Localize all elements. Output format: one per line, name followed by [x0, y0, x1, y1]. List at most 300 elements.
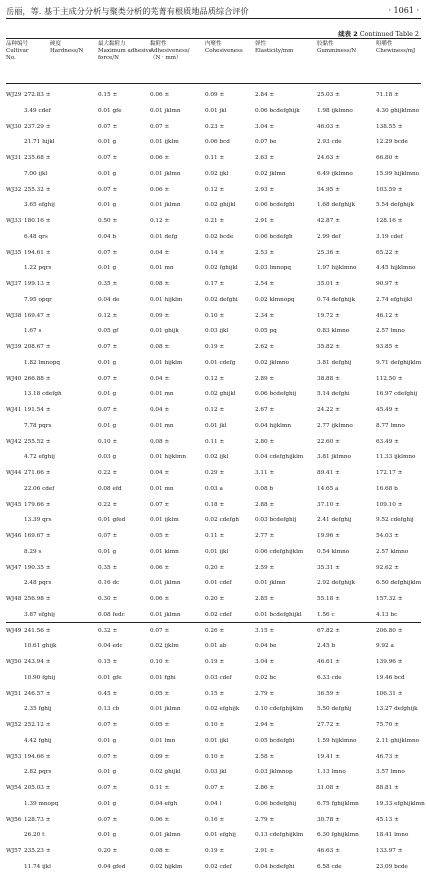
table-cell: 6.48 qrs — [24, 233, 48, 240]
table-cell: 2.92 defghijk — [317, 580, 355, 587]
table-cell: 1.82 lmnopq — [24, 359, 61, 366]
table-cell: 2.11 ghijklmno — [376, 737, 420, 744]
table-cell: 3.49 cdef — [24, 107, 51, 114]
table-cell: 2.58 ± — [255, 753, 275, 760]
col-header-adhesiveness: 黏附性 Adhesiveness/ （N · mm） — [150, 41, 190, 61]
table-cell: 0.13 cdefghijklm — [255, 832, 304, 839]
table-cell: 0.09 ± — [150, 753, 170, 760]
table-cell: 241.56 ± — [24, 627, 51, 634]
table-cell: 0.03 lmnopq — [255, 265, 292, 272]
table-row — [6, 844, 421, 860]
table-cell: 0.07 ± — [98, 407, 118, 413]
table-cell: 235.23 ± — [24, 848, 51, 854]
table-row — [6, 435, 421, 451]
table-cell: WJ51 — [6, 690, 22, 697]
table-cell: 2.77 ijklmno — [317, 422, 353, 429]
table-cell: 46.61 ± — [317, 659, 340, 665]
table-cell: 0.35 ± — [98, 564, 118, 571]
table-cell: 0.02 klmnopq — [255, 296, 295, 303]
table-cell: 0.07 be — [255, 139, 277, 146]
table-cell: 0.01 mn — [150, 422, 174, 429]
table-cell: 0.03 ijkl — [205, 328, 229, 335]
table-cell: 0.01 jklmn — [150, 580, 181, 587]
table-cell: 0.01 hijklm — [150, 359, 183, 366]
table-cell: 0.11 ± — [205, 438, 225, 445]
table-cell: 3.57 lmno — [376, 769, 405, 776]
table-cell: 205.03 ± — [24, 785, 51, 791]
table-cell: 46.03 ± — [317, 123, 340, 130]
table-cell: 2.63 ± — [255, 155, 275, 161]
page-header — [6, 4, 421, 19]
table-cell: 4.42 fghij — [24, 737, 52, 744]
table-cell: WJ57 — [6, 848, 22, 854]
table-cell: 0.07 ± — [98, 533, 118, 539]
table-cell: 18.41 lmno — [376, 832, 409, 839]
table-row — [6, 545, 421, 561]
table-cell: 0.06 bcdefghij — [255, 800, 297, 807]
table-cell: 0.05 gf — [98, 328, 119, 335]
table-row — [6, 671, 421, 687]
table-cell: 0.01 mn — [150, 485, 174, 492]
table-cell: 139.96 ± — [376, 659, 403, 665]
table-cell: 0.01 g — [98, 800, 117, 807]
table-cell: 1.59 hijklmno — [317, 737, 357, 744]
table-row — [6, 718, 421, 734]
table-cell: 34.95 ± — [317, 186, 340, 193]
table-cell: 13.39 qrs — [24, 517, 52, 524]
table-cell: 2.79 ± — [255, 816, 275, 823]
table-cell: WJ42 — [6, 438, 22, 445]
table-row — [6, 340, 421, 356]
table-cell: 0.01 jkl — [205, 107, 227, 114]
table-row — [6, 702, 421, 718]
table-cell: 6.75 fghijklmn — [317, 800, 359, 807]
bottom-rule — [6, 622, 421, 623]
table-row — [6, 655, 421, 671]
table-cell: 25.36 ± — [317, 249, 340, 256]
table-cell: 0.01 g — [98, 422, 117, 429]
table-cell: 0.09 ± — [150, 312, 170, 319]
table-cell: 2.84 ± — [255, 92, 275, 98]
table-cell: 0.18 ± — [205, 501, 225, 508]
table-row — [6, 482, 421, 498]
table-cell: 71.18 ± — [376, 92, 399, 98]
table-cell: 0.03 a — [205, 485, 223, 492]
table-cell: 0.04 ± — [150, 375, 170, 382]
table-row — [6, 624, 421, 640]
table-cell: 0.26 ± — [205, 627, 225, 634]
table-cell: 0.07 ± — [98, 722, 118, 728]
table-cell: 1.67 s — [24, 328, 42, 335]
table-cell: 243.94 ± — [24, 659, 51, 665]
table-cell: 0.01 klmn — [150, 548, 179, 555]
table-cell: 0.08 ± — [150, 438, 170, 445]
table-row — [6, 592, 421, 608]
table-row — [6, 734, 421, 750]
table-cell: 93.85 ± — [376, 344, 399, 350]
table-cell: WJ40 — [6, 375, 22, 382]
col-header-elasticity: 弹性 Elasticity/mm — [255, 41, 294, 54]
table-cell: WJ30 — [6, 123, 22, 130]
table-cell: 0.17 ± — [205, 281, 225, 287]
table-cell: 0.04 be — [255, 643, 277, 650]
table-cell: 5.54 defghijk — [376, 202, 414, 209]
table-cell: 0.11 ± — [205, 533, 225, 539]
table-cell: 2.67 ± — [255, 407, 275, 413]
table-cell: 0.35 ± — [98, 281, 118, 287]
table-cell: 3.11 ± — [255, 470, 275, 476]
table-cell: 0.19 ± — [205, 848, 225, 854]
table-cell: 0.08 efd — [98, 485, 122, 492]
table-cell: 5.50 defghij — [317, 706, 352, 713]
table-cell: 106.31 ± — [376, 690, 403, 697]
table-cell: 9.52 cdefghij — [376, 517, 414, 524]
table-cell: 128.16 ± — [376, 218, 403, 224]
table-cell: WJ41 — [6, 407, 22, 413]
table-cell: 0.03 g — [98, 454, 117, 461]
table-cell: 0.10 ± — [150, 659, 170, 665]
table-cell: 19.96 ± — [317, 533, 340, 539]
table-cell: 0.01 g — [98, 548, 117, 555]
col-header-cohesiveness: 内聚性 Cohesiveness — [205, 41, 243, 54]
table-caption — [338, 29, 419, 38]
table-cell: 179.66 ± — [24, 501, 51, 508]
table-cell: 3.19 cdef — [376, 233, 403, 240]
table-cell: WJ49 — [6, 627, 22, 634]
table-cell: 0.07 ± — [98, 375, 118, 382]
table-cell: WJ45 — [6, 501, 22, 508]
table-cell: 5.14 defghi — [317, 391, 350, 398]
table-cell: 4.45 hijklmno — [376, 265, 416, 272]
table-cell: 9.71 defghijklm — [376, 359, 422, 366]
table-cell: 0.04 de — [98, 296, 120, 303]
table-cell: 0.08 b — [255, 485, 274, 492]
table-cell: 19.46 bcd — [376, 674, 405, 681]
table-cell: 0.06 ± — [150, 816, 170, 823]
table-cell: WJ52 — [6, 722, 22, 728]
table-cell: 7.78 pqrs — [24, 422, 52, 429]
table-cell: 172.17 ± — [376, 470, 403, 476]
table-cell: 0.02 ijkl — [205, 170, 229, 177]
table-cell: 3.15 ± — [255, 627, 275, 634]
table-cell: 0.15 ± — [98, 92, 118, 98]
table-cell: 0.02 cdef — [205, 863, 232, 870]
table-cell: 109.10 ± — [376, 501, 403, 508]
table-cell: 0.01 mn — [150, 391, 174, 398]
table-cell: 0.06 bcdefghijk — [255, 107, 300, 114]
table-cell: 0.01 mn — [150, 265, 174, 272]
table-row — [6, 639, 421, 655]
table-row — [6, 293, 421, 309]
table-cell: 10.61 ghijk — [24, 643, 57, 650]
table-cell: 0.21 ± — [205, 218, 225, 224]
table-cell: 0.01 hijklmn — [150, 454, 187, 461]
table-cell: 0.01 bcdefghijkl — [255, 611, 302, 618]
table-cell: 0.01 cdefg — [205, 359, 236, 366]
table-cell: 0.12 ± — [205, 407, 225, 413]
table-cell: 0.08 ± — [150, 281, 170, 287]
table-cell: 10.90 fghij — [24, 674, 56, 681]
table-row — [6, 261, 421, 277]
table-cell: 0.01 hijklm — [150, 296, 183, 303]
table-row — [6, 561, 421, 577]
table-cell: 0.04 ± — [150, 407, 170, 413]
table-cell: 0.04 edc — [98, 643, 123, 650]
table-cell: 103.59 ± — [376, 186, 403, 193]
table-cell: 0.01 cdef — [205, 580, 232, 587]
table-cell: 157.32 ± — [376, 596, 403, 602]
table-cell: 255.52 ± — [24, 438, 51, 445]
table-cell: 252.12 ± — [24, 722, 51, 728]
table-cell: 13.27 defghijk — [376, 706, 418, 713]
table-cell: 0.01 g — [98, 170, 117, 177]
caption-text: Continued Table 2 — [359, 30, 419, 38]
table-cell: 0.01 ijklm — [150, 139, 179, 146]
table-row — [6, 198, 421, 214]
table-cell: 0.54 klmno — [317, 548, 350, 555]
table-cell: 208.67 ± — [24, 344, 51, 350]
table-row — [6, 214, 421, 230]
table-cell: 36.59 ± — [317, 690, 340, 697]
table-cell: 0.02 efghijk — [205, 706, 240, 713]
table-cell: 0.02 cdef — [205, 611, 232, 618]
table-cell: 272.83 ± — [24, 92, 51, 98]
table-cell: 4.30 ghijklmno — [376, 107, 420, 114]
table-cell: 0.01 g — [98, 391, 117, 398]
table-cell: 6.58 cde — [317, 863, 342, 870]
table-cell: 1.13 lmno — [317, 769, 346, 776]
table-row — [6, 419, 421, 435]
table-cell: 0.04 gfed — [98, 863, 126, 870]
table-cell: 0.07 ± — [98, 123, 118, 130]
table-cell: 0.06 ± — [150, 186, 170, 193]
table-cell: 0.01 jkl — [205, 422, 227, 429]
table-cell: 190.35 ± — [24, 564, 51, 571]
table-cell: 0.12 ± — [150, 218, 170, 224]
table-cell: 6.30 fghijklmn — [317, 832, 359, 839]
table-row — [6, 576, 421, 592]
table-cell: 0.04 efgh — [150, 800, 178, 807]
table-cell: 0.08 ± — [150, 344, 170, 350]
table-cell: 235.68 ± — [24, 155, 51, 161]
table-cell: 1.56 c — [317, 611, 335, 618]
table-cell: 0.06 bcdefgh — [255, 233, 293, 240]
table-row — [6, 135, 421, 151]
table-cell: 0.04 ± — [150, 249, 170, 256]
table-cell: 46.63 ± — [317, 848, 340, 854]
table-row — [6, 781, 421, 797]
table-cell: 7.00 ijkl — [24, 170, 48, 177]
table-cell: WJ32 — [6, 186, 22, 193]
table-cell: WJ48 — [6, 596, 22, 602]
table-cell: 0.07 ± — [98, 186, 118, 193]
table-cell: 2.57 lmno — [376, 328, 405, 335]
table-cell: 2.59 ± — [255, 564, 275, 571]
table-cell: 0.01 ab — [205, 643, 227, 650]
table-cell: 0.03 bcdefghij — [255, 517, 297, 524]
table-cell: 0.01 g — [98, 359, 117, 366]
table-cell: 30.78 ± — [317, 816, 340, 823]
table-cell: 4.72 efghij — [24, 454, 55, 461]
table-cell: 0.01 gfe — [98, 107, 122, 114]
running-head: 岳丽，等. 基于主成分分析与聚类分析的芜菁有根质地品质综合评价 — [6, 6, 249, 16]
table-cell: 0.01 jklmn — [150, 107, 181, 114]
table-cell: WJ47 — [6, 564, 22, 571]
table-cell: 8.77 lmno — [376, 422, 405, 429]
table-cell: 0.08 fedc — [98, 611, 125, 618]
table-cell: 2.77 ± — [255, 533, 275, 539]
table-cell: 199.13 ± — [24, 281, 51, 287]
table-cell: 0.02 hijklm — [150, 863, 183, 870]
table-cell: 0.01 ijkl — [205, 737, 229, 744]
table-row — [6, 230, 421, 246]
table-row — [6, 246, 421, 262]
table-cell: 2.93 cde — [317, 139, 342, 146]
table-cell: 45.49 ± — [376, 407, 399, 413]
table-cell: 0.06 ± — [150, 564, 170, 571]
table-cell: 35.82 ± — [317, 344, 340, 350]
table-cell: 256.98 ± — [24, 596, 51, 602]
table-cell: 0.06 ± — [150, 155, 170, 161]
table-cell: 0.12 ± — [205, 375, 225, 382]
table-cell: 9.92 a — [376, 643, 394, 650]
table-cell: 0.05 pq — [255, 328, 277, 335]
table-cell: 0.01 ghijk — [150, 328, 179, 335]
table-cell: 22.06 cdef — [24, 485, 55, 492]
table-cell: 75.70 ± — [376, 722, 399, 728]
table-cell: 11.33 ijklmno — [376, 454, 416, 461]
table-cell: 2.54 ± — [255, 281, 275, 287]
table-cell: 0.50 ± — [98, 218, 118, 224]
col-header-cultivar: 品种编号 Cultivar No. — [6, 41, 29, 61]
table-cell: 0.19 ± — [205, 344, 225, 350]
table-cell: 3.04 ± — [255, 659, 275, 665]
top-rule — [6, 38, 421, 39]
table-cell: 0.01 jklmn — [150, 170, 181, 177]
table-cell: 0.01 g — [98, 265, 117, 272]
table-cell: 25.03 ± — [317, 92, 340, 98]
table-cell: 0.01 ijkl — [205, 548, 229, 555]
table-cell: 266.88 ± — [24, 375, 51, 382]
table-cell: 24.63 ± — [317, 155, 340, 161]
table-cell: 4.13 bc — [376, 611, 398, 618]
table-cell: 0.11 ± — [150, 785, 170, 791]
table-row — [6, 828, 421, 844]
table-cell: WJ44 — [6, 470, 22, 476]
table-cell: 0.04 l — [205, 800, 222, 807]
table-cell: 2.99 def — [317, 233, 341, 240]
table-cell: WJ35 — [6, 249, 22, 256]
table-cell: 3.65 efghij — [24, 202, 55, 209]
table-cell: 54.03 ± — [376, 533, 399, 539]
table-row — [6, 151, 421, 167]
table-cell: 7.95 opqr — [24, 296, 52, 303]
table-cell: WJ39 — [6, 344, 22, 350]
table-cell: 1.39 mnopq — [24, 800, 59, 807]
table-cell: 2.79 ± — [255, 690, 275, 697]
table-row — [6, 88, 421, 104]
table-cell: 89.41 ± — [317, 470, 340, 476]
table-cell: 169.67 ± — [24, 533, 51, 539]
header-rule — [6, 83, 421, 84]
table-cell: WJ33 — [6, 218, 22, 224]
table-cell: 19.41 ± — [317, 753, 340, 760]
table-cell: 0.01 g — [98, 769, 117, 776]
table-cell: 0.06 bcdefghij — [255, 391, 297, 398]
table-cell: 0.14 ± — [205, 249, 225, 256]
table-cell: 0.13 cb — [98, 706, 120, 713]
table-cell: 0.01 efghij — [205, 832, 236, 839]
table-cell: 0.07 ± — [98, 785, 118, 791]
table-cell: 88.81 ± — [376, 785, 399, 791]
table-cell: 0.23 ± — [205, 123, 225, 130]
table-cell: 0.45 ± — [98, 690, 118, 697]
table-cell: 0.02 bc — [255, 674, 277, 681]
table-cell: 2.94 ± — [255, 722, 275, 728]
table-cell: 2.74 efghijkl — [376, 296, 413, 303]
table-cell: 6.50 defghijklm — [376, 580, 422, 587]
table-cell: 246.57 ± — [24, 690, 51, 697]
table-cell: 0.02 jklmno — [255, 359, 289, 366]
table-cell: 0.16 ± — [205, 816, 225, 823]
table-cell: 138.55 ± — [376, 123, 403, 130]
table-row — [6, 750, 421, 766]
table-cell: 0.02 ijkl — [205, 454, 229, 461]
table-cell: 92.62 ± — [376, 564, 399, 571]
table-cell: 2.93 ± — [255, 186, 275, 193]
table-cell: 194.61 ± — [24, 249, 51, 256]
table-cell: 3.81 jklmno — [317, 454, 351, 461]
table-cell: 0.04 ± — [150, 470, 170, 476]
table-cell: 0.19 ± — [205, 659, 225, 665]
table-cell: 0.02 ghijkl — [205, 202, 236, 209]
table-cell: 0.01 g — [98, 737, 117, 744]
table-cell: 0.10 ± — [98, 438, 118, 445]
table-cell: 1.97 hijklmno — [317, 265, 357, 272]
table-cell: 0.07 ± — [150, 123, 170, 130]
table-row — [6, 529, 421, 545]
table-cell: 0.16 dc — [98, 580, 120, 587]
table-cell: 15.99 hijklmno — [376, 170, 420, 177]
table-cell: 45.13 ± — [376, 816, 399, 823]
table-cell: 0.01 gfed — [98, 517, 126, 524]
table-cell: WJ46 — [6, 533, 22, 539]
table-cell: 112.50 ± — [376, 375, 403, 382]
table-cell: 0.20 ± — [205, 564, 225, 571]
table-cell: 2.34 ± — [255, 312, 275, 319]
table-cell: 2.88 ± — [255, 501, 275, 508]
table-cell: 0.01 g — [98, 139, 117, 146]
table-cell: 0.03 cdef — [205, 674, 232, 681]
table-cell: 55.18 ± — [317, 596, 340, 602]
table-cell: 0.07 ± — [150, 501, 170, 508]
table-cell: 2.41 defghij — [317, 517, 352, 524]
table-cell: 0.06 bcd — [205, 139, 230, 146]
table-cell: 0.07 ± — [98, 816, 118, 823]
table-cell: 180.16 ± — [24, 218, 51, 224]
table-cell: 2.91 ± — [255, 848, 275, 854]
table-cell: 90.97 ± — [376, 281, 399, 287]
table-cell: 0.01 jklmn — [150, 202, 181, 209]
table-row — [6, 813, 421, 829]
table-cell: 0.02 ghijkl — [205, 391, 236, 398]
table-cell: 0.07 ± — [98, 753, 118, 760]
table-row — [6, 860, 421, 876]
table-cell: 0.01 jklmn — [150, 706, 181, 713]
table-cell: 35.01 ± — [317, 281, 340, 287]
table-cell: 0.02 defghi — [205, 296, 238, 303]
table-cell: 6.33 cde — [317, 674, 342, 681]
